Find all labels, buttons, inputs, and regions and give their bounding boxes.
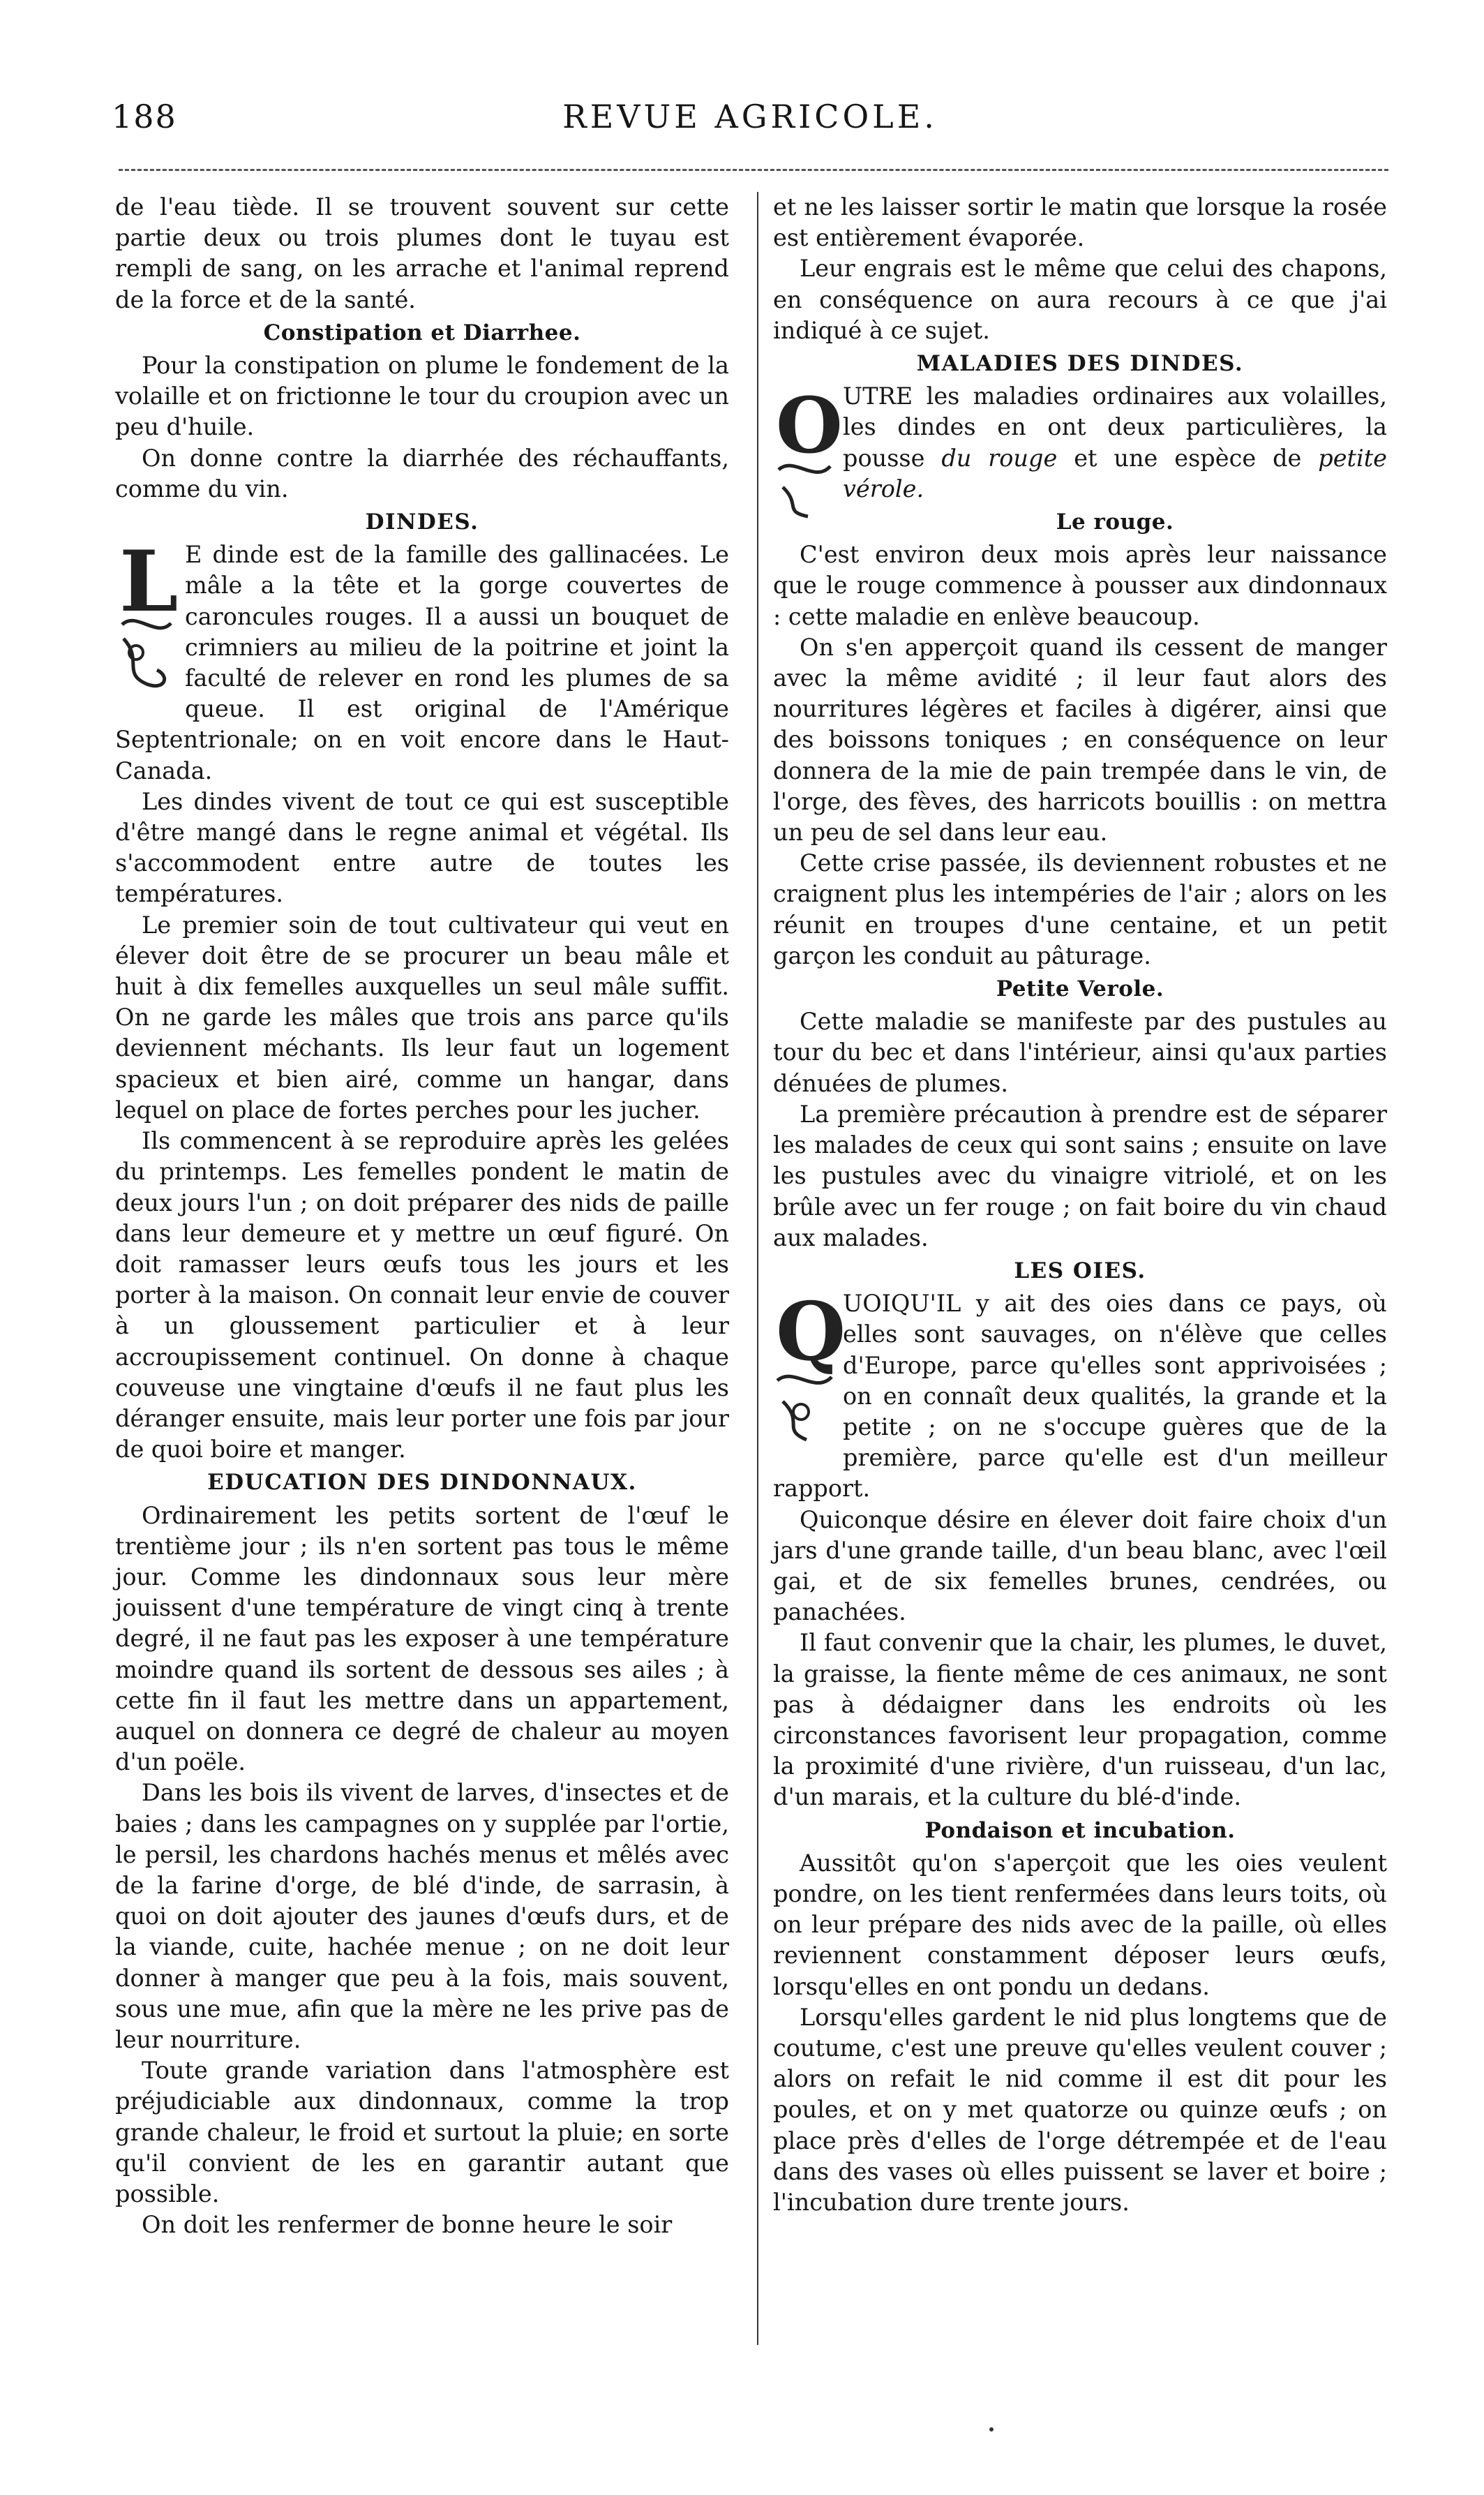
paragraph: Dans les bois ils vivent de larves, d'insectes et de baies ; dans les campagnes on y supplée par l'ortie, le persil, les chardons hachés menus et mêlés avec de la farine d'orge, de blé d'inde, de sarrasin, à quoi on doit ajouter des jaunes d'œufs durs, et de la viande, cuite, hachée menue ; on ne doit leur donner à manger que peu à la fois, mais souvent, sous une mue, afin que la mère ne les prive pas de leur nourriture. bbox=[115, 1779, 729, 2053]
dropcap-letter: L bbox=[119, 532, 179, 632]
page-mark bbox=[989, 2427, 994, 2431]
paragraph bbox=[773, 381, 1387, 505]
section-heading-constipation: Constipation et Diarrhee. bbox=[263, 320, 581, 345]
paragraph: Il faut convenir que la chair, les plumes, le duvet, la graisse, la fiente même de ces animaux, ne sont pas à dédaigner dans les endroits où les circonstances favorisent leur propagation, comme la proximité d'une rivière, d'un ruisseau, d'un lac, d'un marais, et la culture du blé-d'inde. bbox=[773, 1629, 1387, 1811]
page-number: 188 bbox=[112, 98, 177, 135]
ornamental-dropcap bbox=[773, 380, 843, 522]
paragraph: On donne contre la diarrhée des réchauffants, comme du vin. bbox=[115, 444, 729, 502]
paragraph: et ne les laisser sortir le matin que lorsque la rosée est entièrement évaporée. bbox=[773, 193, 1387, 252]
section-heading-dindes: DINDES. bbox=[365, 509, 479, 535]
paragraph: Pour la constipation on plume le fondement de la volaille et on frictionne le tour du croupion avec un peu d'huile. bbox=[115, 352, 729, 441]
paragraph: On doit les renfermer de bonne heure le soir bbox=[142, 2211, 673, 2239]
section-heading-rouge: Le rouge. bbox=[1056, 509, 1174, 535]
section-heading-ponte: Pondaison et incubation. bbox=[924, 1817, 1236, 1843]
text-run: UTRE les maladies ordinaires aux volailles, les dindes en ont deux particulières, la pousse bbox=[843, 382, 1387, 472]
left-column bbox=[115, 192, 729, 2240]
paragraph: Les dindes vivent de tout ce qui est susceptible d'être mangé dans le regne animal et végétal. Ils s'accommodent entre autre de toutes les températures. bbox=[115, 787, 729, 908]
running-title: REVUE AGRICOLE. bbox=[562, 98, 938, 135]
italic-term: petite vérole. bbox=[843, 444, 1387, 502]
paragraph: Le premier soin de tout cultivateur qui veut en élever doit être de se procurer un beau mâle et huit à dix femelles auxquelles un seul mâle suffit. On ne garde les mâles que trois ans parce qu'ils deviennent méchants. Ils leur faut un logement spacieux et bien airé, comme un hangar, dans lequel on place de fortes perches pour les jucher. bbox=[115, 911, 729, 1124]
paragraph: C'est environ deux mois après leur naissance que le rouge commence à pousser aux dindonnaux : cette maladie en enlève beaucoup. bbox=[773, 541, 1387, 630]
ornamental-dropcap bbox=[773, 1285, 846, 1452]
section-heading-maladies: MALADIES DES DINDES. bbox=[916, 351, 1244, 377]
paragraph: Cette crise passée, ils deviennent robustes et ne craignent plus les intempéries de l'air ; alors on les réunit en troupes d'une centaine, et un petit garçon les conduit au pâturage. bbox=[773, 849, 1387, 969]
paragraph: Leur engrais est le même que celui des chapons, en conséquence on aura recours à ce que j'ai indiqué à ce sujet. bbox=[773, 255, 1387, 344]
ornamental-dropcap bbox=[115, 532, 179, 703]
paragraph: E dinde est de la famille des gallinacées. Le mâle a la tête et la gorge couvertes de caroncules rouges. Il a aussi un bouquet de crimniers au milieu de la poitrine et joint la faculté de relever en rond les plumes de sa queue. Il est original de l'Amérique Septentrionale; on en voit encore dans le Haut-Canada. bbox=[115, 541, 729, 784]
header-rule bbox=[119, 169, 1388, 171]
section-heading-oies: LES OIES. bbox=[1014, 1258, 1146, 1283]
paragraph: Quiconque désire en élever doit faire choix d'un jars d'une grande taille, d'un beau blanc, avec l'œil gai, et de six femelles brunes, cendrées, ou panachées. bbox=[773, 1505, 1387, 1626]
dropcap-letter: Q bbox=[776, 1285, 846, 1380]
section-heading-verole: Petite Verole. bbox=[996, 976, 1164, 1002]
paragraph: La première précaution à prendre est de séparer les malades de ceux qui sont sains ; ensuite on lave les pustules avec du vinaigre vitriolé, et on les brûle avec un fer rouge ; on fait boire du vin chaud aux malades. bbox=[773, 1100, 1387, 1251]
paragraph: Cette maladie se manifeste par des pustules au tour du bec et dans l'intérieur, ainsi qu'aux parties dénuées de plumes. bbox=[773, 1008, 1387, 1097]
italic-term: du rouge bbox=[941, 444, 1058, 472]
paragraph: Toute grande variation dans l'atmosphère est préjudiciable aux dindonnaux, comme la trop grande chaleur, le froid et surtout la pluie; en sorte qu'il convient de les en garantir autant que possible. bbox=[115, 2057, 729, 2207]
paragraph: Ordinairement les petits sortent de l'œuf le trentième jour ; ils n'en sortent pas tous le même jour. Comme les dindonnaux sous leur mère jouissent d'une température de vingt cinq à trente degré, il ne faut pas les exposer à une température moindre quand ils sortent de dessous ses ailes ; à cette fin il faut les mettre dans un appartement, auquel on donnera ce degré de chaleur au moyen d'un poële. bbox=[115, 1501, 729, 1776]
paragraph: Lorsqu'elles gardent le nid plus longtems que de coutume, c'est une preuve qu'elles veulent couver ; alors on refait le nid comme il est dit pour les poules, et on y met quatorze ou quinze œufs ; on place près d'elles de l'orge détrempée et de l'eau dans des vases où elles puissent se laver et boire ; l'incubation dure trente jours. bbox=[773, 2003, 1387, 2216]
right-column bbox=[773, 192, 1387, 2218]
paragraph: Ils commencent à se reproduire après les gelées du printemps. Les femelles pondent le matin de deux jours l'un ; on doit préparer des nids de paille dans leur demeure et y mettre un œuf figuré. On doit ramasser leurs œufs tous les jours et les porter à la maison. On connait leur envie de couver à un gloussement particulier et à leur accroupissement continuel. On donne à chaque couveuse une vingtaine d'œufs il ne faut plus les déranger ensuite, mais leur porter une fois par jour de quoi boire et manger. bbox=[115, 1127, 729, 1464]
dropcap-letter: O bbox=[776, 380, 843, 471]
paragraph: UOIQU'IL y ait des oies dans ce pays, où elles sont sauvages, on n'élève que celles d'Europe, parce qu'elles sont apprivoisées ; on en connaît deux qualités, la grande et la petite ; on ne s'occupe guères que de la première, parce qu'elle est d'un meilleur rapport. bbox=[773, 1290, 1387, 1503]
column-divider bbox=[757, 192, 758, 2345]
paragraph: de l'eau tiède. Il se trouvent souvent sur cette partie deux ou trois plumes dont le tuyau est rempli de sang, on les arrache et l'animal reprend de la force et de la santé. bbox=[115, 193, 729, 313]
paragraph: Aussitôt qu'on s'aperçoit que les oies veulent pondre, on les tient renfermées dans leurs toits, où on leur prépare des nids avec de la paille, où elles reviennent constamment déposer leurs œufs, lorsqu'elles en ont pondu un dedans. bbox=[773, 1849, 1387, 2000]
section-heading-education: EDUCATION DES DINDONNAUX. bbox=[207, 1470, 637, 1496]
page-header bbox=[112, 98, 1388, 154]
paragraph: On s'en apperçoit quand ils cessent de manger avec la même avidité ; il leur faut alors des nourritures légères et faciles à digérer, ainsi que des boissons toniques ; en conséquence on leur donnera de la mie de pain trempée dans le vin, de l'orge, des fèves, des harricots bouillis : on mettra un peu de sel dans leur eau. bbox=[773, 633, 1387, 847]
text-run: et une espèce de bbox=[1057, 444, 1319, 472]
